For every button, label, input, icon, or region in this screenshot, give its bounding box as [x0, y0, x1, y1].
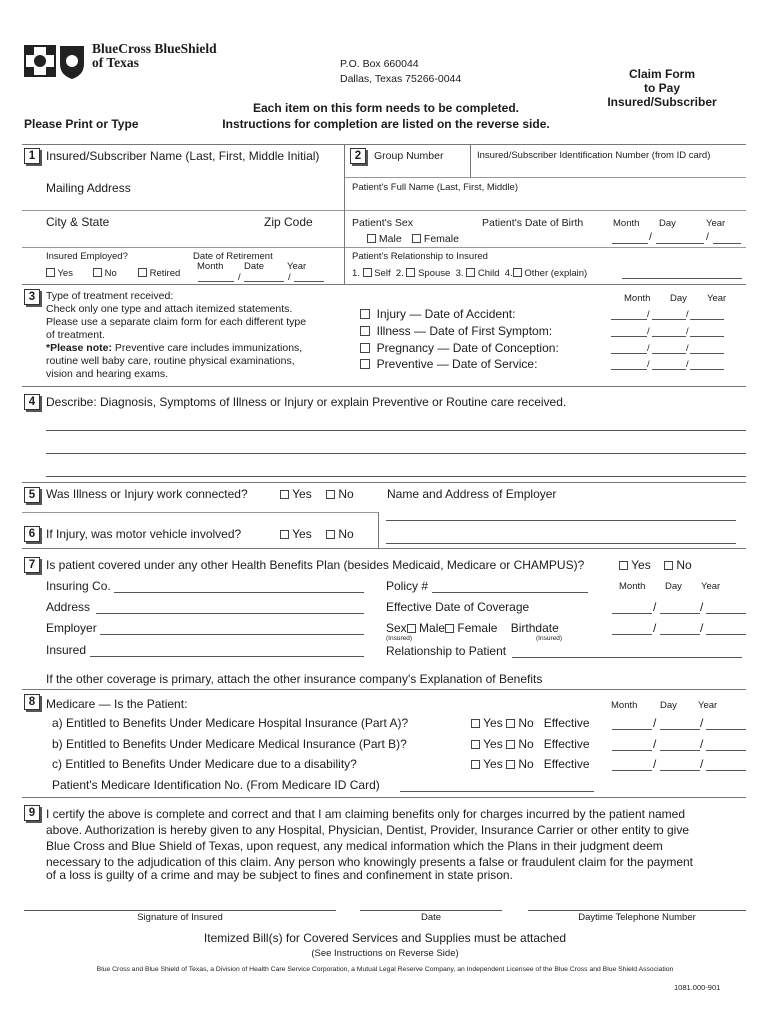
pregnancy-year-field[interactable]	[690, 353, 724, 354]
describe-line-1[interactable]	[46, 430, 746, 431]
retirement-month-field[interactable]	[198, 281, 234, 282]
employed-yes-option[interactable]	[46, 268, 73, 279]
date-slash: /	[700, 757, 704, 771]
insured-field[interactable]	[90, 656, 364, 657]
patient-dob-label: Patient's Date of Birth	[482, 217, 584, 229]
work-no-option[interactable]	[326, 487, 354, 501]
instruction-2: Instructions for completion are listed on the reverse side.	[222, 117, 550, 131]
part-a-month-field[interactable]	[612, 729, 652, 730]
certify-line-1: I certify the above is complete and correct and that I am claiming benefits only for charges incurred by the patient named	[46, 807, 686, 821]
yes-label: Yes	[57, 268, 73, 279]
ret-month-label: Month	[197, 261, 224, 272]
no-checkbox[interactable]	[93, 268, 102, 277]
describe-label: Describe: Diagnosis, Symptoms of Illness or Injury or explain Preventive or Routine care received.	[46, 395, 567, 409]
rel-num-4: 4.	[504, 268, 513, 279]
dob-day-label: Day	[659, 218, 676, 229]
medicare-title: Medicare — Is the Patient:	[46, 697, 188, 711]
insured-label: Insured	[46, 643, 87, 657]
rel-num-1: 1.	[352, 268, 360, 279]
date-slash: /	[653, 600, 657, 614]
section-7-number: 7	[24, 557, 40, 573]
logo-line2: of Texas	[92, 55, 139, 70]
preventive-note	[46, 342, 302, 354]
treatment-option-illness[interactable]	[360, 324, 552, 338]
dob-slash: /	[706, 231, 709, 243]
effective-coverage-label: Effective Date of Coverage	[386, 600, 530, 614]
sex-male-option[interactable]	[367, 233, 402, 245]
part-b-options	[471, 737, 590, 751]
insured-name-label: Insured/Subscriber Name (Last, First, Middle Initial)	[46, 149, 320, 163]
male-label: Male	[419, 621, 446, 635]
employed-retired-option[interactable]	[138, 268, 180, 279]
disability-year-field[interactable]	[706, 770, 746, 771]
see-instructions-note: (See Instructions on Reverse Side)	[311, 948, 459, 959]
no-label: No	[518, 716, 534, 730]
no-label: No	[338, 527, 354, 541]
ret-date-label: Date	[244, 261, 265, 272]
primary-coverage-note: If the other coverage is primary, attach the other insurance company's Explanation of Benefits	[46, 672, 543, 686]
injury-year-field[interactable]	[690, 319, 724, 320]
patient-name-label: Patient's Full Name (Last, First, Middle)	[352, 182, 518, 193]
female-checkbox[interactable]	[445, 624, 454, 633]
insured-id-label: Insured/Subscriber Identification Number (from ID card)	[477, 150, 711, 161]
other-checkbox[interactable]	[513, 268, 522, 277]
birthdate-year-field[interactable]	[706, 634, 746, 635]
address-field[interactable]	[96, 613, 364, 614]
medicare-id-field[interactable]	[400, 791, 594, 792]
describe-line-3[interactable]	[46, 476, 746, 477]
yes-label: Yes	[483, 757, 503, 771]
treatment-line-1: Type of treatment received:	[46, 290, 174, 302]
dob-year-label: Year	[706, 218, 726, 229]
s7-year-label: Year	[701, 581, 721, 592]
illness-year-field[interactable]	[690, 336, 724, 337]
rel-num-3: 3.	[455, 268, 464, 279]
medicare-item-b: b) Entitled to Benefits Under Medicare Medical Insurance (Part B)?	[52, 737, 407, 751]
print-note: Please Print or Type	[24, 117, 139, 131]
motor-yes-option[interactable]	[280, 527, 312, 541]
ret-slash: /	[238, 272, 241, 283]
dob-month-label: Month	[613, 218, 640, 229]
injury-checkbox[interactable]	[360, 309, 370, 319]
pregnancy-checkbox[interactable]	[360, 343, 370, 353]
treatment-line-3: Please use a separate claim form for each different type	[46, 316, 307, 328]
disability-month-field[interactable]	[612, 770, 652, 771]
form-title-2: to Pay	[643, 81, 680, 95]
section-2-number: 2	[350, 148, 366, 164]
part-a-options	[471, 716, 590, 730]
relationship-to-patient-label: Relationship to Patient	[386, 644, 507, 658]
no-checkbox[interactable]	[506, 740, 515, 749]
relationship-options	[352, 268, 587, 279]
s7-month-label: Month	[619, 581, 646, 592]
treatment-line-2: Check only one type and attach itemized statements.	[46, 303, 293, 315]
employer-label: Name and Address of Employer	[387, 487, 557, 501]
yes-checkbox[interactable]	[471, 740, 480, 749]
date-slash: /	[686, 326, 689, 337]
work-connected-label: Was Illness or Injury work connected?	[46, 487, 248, 501]
dob-year-field[interactable]	[713, 243, 741, 244]
insured-small-1: (Insured)	[386, 635, 413, 642]
date-slash: /	[647, 343, 650, 354]
date-slash: /	[700, 737, 704, 751]
form-number: 1081.000-901	[674, 983, 721, 992]
note-line-3: vision and hearing exams.	[46, 368, 168, 380]
insured-employed-label: Insured Employed?	[46, 251, 128, 262]
medicare-item-a: a) Entitled to Benefits Under Medicare Hospital Insurance (Part A)?	[52, 716, 409, 730]
telephone-field[interactable]	[528, 910, 746, 911]
female-label: Female	[457, 621, 498, 635]
employer-field[interactable]	[100, 634, 364, 635]
part-b-day-field[interactable]	[660, 750, 700, 751]
date-slash: /	[686, 359, 689, 370]
preventive-year-field[interactable]	[690, 369, 724, 370]
yes-checkbox[interactable]	[280, 530, 289, 539]
preventive-label: Preventive — Date of Service:	[376, 357, 538, 371]
instruction-1: Each item on this form needs to be completed.	[252, 101, 520, 115]
address-line2: Dallas, Texas 75266-0044	[340, 73, 462, 85]
dob-month-field[interactable]	[612, 243, 648, 244]
date-slash: /	[686, 343, 689, 354]
address-line1: P.O. Box 660044	[340, 58, 419, 70]
relationship-to-patient-field[interactable]	[512, 657, 742, 658]
date-slash: /	[647, 309, 650, 320]
treatment-option-pregnancy[interactable]	[360, 341, 559, 355]
yes-label: Yes	[292, 527, 312, 541]
yes-checkbox[interactable]	[471, 760, 480, 769]
no-checkbox[interactable]	[326, 530, 335, 539]
date-slash: /	[700, 716, 704, 730]
employed-no-option[interactable]	[93, 268, 117, 279]
treatment-option-injury[interactable]	[360, 307, 515, 321]
medicare-item-c: c) Entitled to Benefits Under Medicare due to a disability?	[52, 757, 357, 771]
male-checkbox[interactable]	[367, 234, 376, 243]
yes-label: Yes	[292, 487, 312, 501]
yes-label: Yes	[483, 716, 503, 730]
s7-day-label: Day	[665, 581, 682, 592]
birthdate-label: Birthdate	[510, 621, 559, 635]
disability-day-field[interactable]	[660, 770, 700, 771]
pregnancy-month-field[interactable]	[611, 353, 647, 354]
section-9-number: 9	[24, 805, 40, 821]
signature-field[interactable]	[24, 910, 336, 911]
preventive-day-field[interactable]	[652, 369, 686, 370]
self-checkbox[interactable]	[363, 268, 372, 277]
retirement-year-field[interactable]	[294, 281, 324, 282]
date-slash: /	[653, 757, 657, 771]
coverage-yes-option[interactable]	[619, 558, 651, 572]
yes-label: Yes	[483, 737, 503, 751]
sex-female-option[interactable]	[412, 233, 459, 245]
employer-line-1[interactable]	[386, 520, 736, 521]
part-a-year-field[interactable]	[706, 729, 746, 730]
self-label: Self	[374, 268, 391, 279]
bcbs-logo	[24, 42, 88, 85]
other-coverage-question: Is patient covered under any other Health Benefits Plan (besides Medicaid, Medicare or CHAMPUS)?	[46, 558, 585, 572]
other-label: Other (explain)	[524, 268, 588, 279]
zip-code-label: Zip Code	[264, 215, 313, 229]
yes-checkbox[interactable]	[619, 561, 628, 570]
section-5-number: 5	[24, 487, 40, 503]
coverage-day-field[interactable]	[660, 613, 700, 614]
form-title-1: Claim Form	[628, 67, 695, 81]
child-checkbox[interactable]	[466, 268, 475, 277]
cross-shield-icon	[24, 42, 88, 80]
treatment-option-preventive[interactable]	[360, 357, 537, 371]
note-line-2: routine well baby care, routine physical examinations,	[46, 355, 295, 367]
form-title-3: Insured/Subscriber	[607, 95, 717, 109]
sex-label: Sex	[386, 621, 407, 635]
illness-checkbox[interactable]	[360, 326, 370, 336]
female-checkbox[interactable]	[412, 234, 421, 243]
date-slash: /	[653, 737, 657, 751]
date-slash: /	[647, 326, 650, 337]
note-bold: *Please note:	[46, 342, 112, 354]
date-slash: /	[700, 600, 704, 614]
no-label: No	[104, 268, 117, 279]
yes-checkbox[interactable]	[471, 719, 480, 728]
date-slash: /	[700, 621, 704, 635]
section-8-number: 8	[24, 694, 40, 710]
date-field[interactable]	[360, 910, 502, 911]
legal-notice: Blue Cross and Blue Shield of Texas, a Division of Health Care Service Corporation, a Mutual Legal Reserve Company, an Independent Licensee of the Blue Cross and Blue Shield Association	[96, 966, 674, 973]
retirement-label: Date of Retirement	[193, 251, 273, 262]
relationship-label: Patient's Relationship to Insured	[352, 251, 488, 262]
no-checkbox[interactable]	[506, 760, 515, 769]
spouse-checkbox[interactable]	[406, 268, 415, 277]
date-label: Date	[420, 912, 442, 923]
section-4-number: 4	[24, 394, 40, 410]
motor-vehicle-label: If Injury, was motor vehicle involved?	[46, 527, 242, 541]
yes-checkbox[interactable]	[280, 490, 289, 499]
city-state-label: City & State	[46, 215, 110, 229]
yes-label: Yes	[631, 558, 651, 572]
injury-day-field[interactable]	[652, 319, 686, 320]
itemized-bill-note: Itemized Bill(s) for Covered Services and Supplies must be attached	[203, 931, 567, 945]
ret-year-label: Year	[287, 261, 307, 272]
coverage-year-field[interactable]	[706, 613, 746, 614]
male-checkbox[interactable]	[407, 624, 416, 633]
insuring-co-label: Insuring Co.	[46, 579, 111, 593]
group-number-label: Group Number	[374, 150, 444, 162]
sex-7-label	[386, 621, 559, 635]
certify-line-5: of a loss is guilty of a crime and may be subject to fines and confinement in state prison.	[46, 868, 513, 882]
signature-label: Signature of Insured	[137, 912, 223, 923]
motor-no-option[interactable]	[326, 527, 354, 541]
ret-slash: /	[288, 272, 291, 283]
no-label: No	[676, 558, 692, 572]
part-b-month-field[interactable]	[612, 750, 652, 751]
date-slash: /	[686, 309, 689, 320]
no-checkbox[interactable]	[506, 719, 515, 728]
treatment-line-4: of treatment.	[46, 329, 105, 341]
rel-num-2: 2.	[395, 268, 404, 279]
date-slash: /	[647, 359, 650, 370]
s8-year-label: Year	[698, 700, 718, 711]
policy-label: Policy #	[386, 579, 429, 593]
patient-sex-label: Patient's Sex	[352, 217, 413, 229]
retired-checkbox[interactable]	[138, 268, 147, 277]
effective-label: Effective	[543, 737, 590, 751]
policy-field[interactable]	[432, 592, 588, 593]
certify-line-3: Blue Cross and Blue Shield of Texas, upon request, any medical information which the Plans in their judgment deem	[46, 839, 663, 853]
no-label: No	[518, 757, 534, 771]
work-yes-option[interactable]	[280, 487, 312, 501]
certify-line-2: above. Authorization is hereby given to any Hospital, Physician, Dentist, Provider, Insurance Carrier or other entity to give	[46, 823, 689, 837]
coverage-no-option[interactable]	[664, 558, 692, 572]
retired-label: Retired	[149, 268, 181, 279]
illness-day-field[interactable]	[652, 336, 686, 337]
insuring-co-field[interactable]	[114, 592, 364, 593]
effective-label: Effective	[543, 716, 590, 730]
section-1-number: 1	[24, 148, 40, 164]
logo-line1: BlueCross BlueShield	[92, 41, 217, 56]
s3-month-label: Month	[624, 293, 651, 304]
date-slash: /	[653, 621, 657, 635]
effective-label: Effective	[543, 757, 590, 771]
dob-day-field[interactable]	[656, 243, 704, 244]
retirement-date-field[interactable]	[244, 281, 284, 282]
part-a-day-field[interactable]	[660, 729, 700, 730]
no-checkbox[interactable]	[664, 561, 673, 570]
pregnancy-day-field[interactable]	[652, 353, 686, 354]
medicare-id-label: Patient's Medicare Identification No. (From Medicare ID Card)	[52, 778, 380, 792]
illness-month-field[interactable]	[611, 336, 647, 337]
birthdate-day-field[interactable]	[660, 634, 700, 635]
disability-options	[471, 757, 590, 771]
male-label: Male	[378, 233, 402, 245]
preventive-checkbox[interactable]	[360, 359, 370, 369]
preventive-month-field[interactable]	[611, 369, 647, 370]
date-slash: /	[653, 716, 657, 730]
insured-small-2: (Insured)	[536, 635, 563, 642]
section-6-number: 6	[24, 526, 40, 542]
s3-day-label: Day	[670, 293, 687, 304]
injury-label: Injury — Date of Accident:	[376, 307, 516, 321]
describe-line-2[interactable]	[46, 453, 746, 454]
employer-line-2[interactable]	[386, 543, 736, 544]
illness-label: Illness — Date of First Symptom:	[376, 324, 553, 338]
s8-day-label: Day	[660, 700, 677, 711]
pregnancy-label: Pregnancy — Date of Conception:	[376, 341, 559, 355]
s8-month-label: Month	[611, 700, 638, 711]
part-b-year-field[interactable]	[706, 750, 746, 751]
address-label: Address	[46, 600, 91, 614]
employer-label-7: Employer	[46, 621, 97, 635]
note-rest: Preventive care includes immunizations,	[111, 342, 303, 354]
spouse-label: Spouse	[418, 268, 451, 279]
no-label: No	[518, 737, 534, 751]
yes-checkbox[interactable]	[46, 268, 55, 277]
female-label: Female	[423, 233, 459, 245]
s3-year-label: Year	[707, 293, 727, 304]
no-checkbox[interactable]	[326, 490, 335, 499]
mailing-address-label: Mailing Address	[46, 181, 131, 195]
telephone-label: Daytime Telephone Number	[578, 912, 696, 923]
no-label: No	[338, 487, 354, 501]
child-label: Child	[477, 268, 500, 279]
injury-month-field[interactable]	[611, 319, 647, 320]
section-3-number: 3	[24, 289, 40, 305]
coverage-month-field[interactable]	[612, 613, 652, 614]
other-explain-field[interactable]	[622, 278, 742, 279]
birthdate-month-field[interactable]	[612, 634, 652, 635]
dob-slash: /	[649, 231, 652, 243]
certify-line-4: necessary to the adjudication of this claim. Any person who knowingly presents a false or fraudulent claim for the payment	[46, 855, 694, 869]
